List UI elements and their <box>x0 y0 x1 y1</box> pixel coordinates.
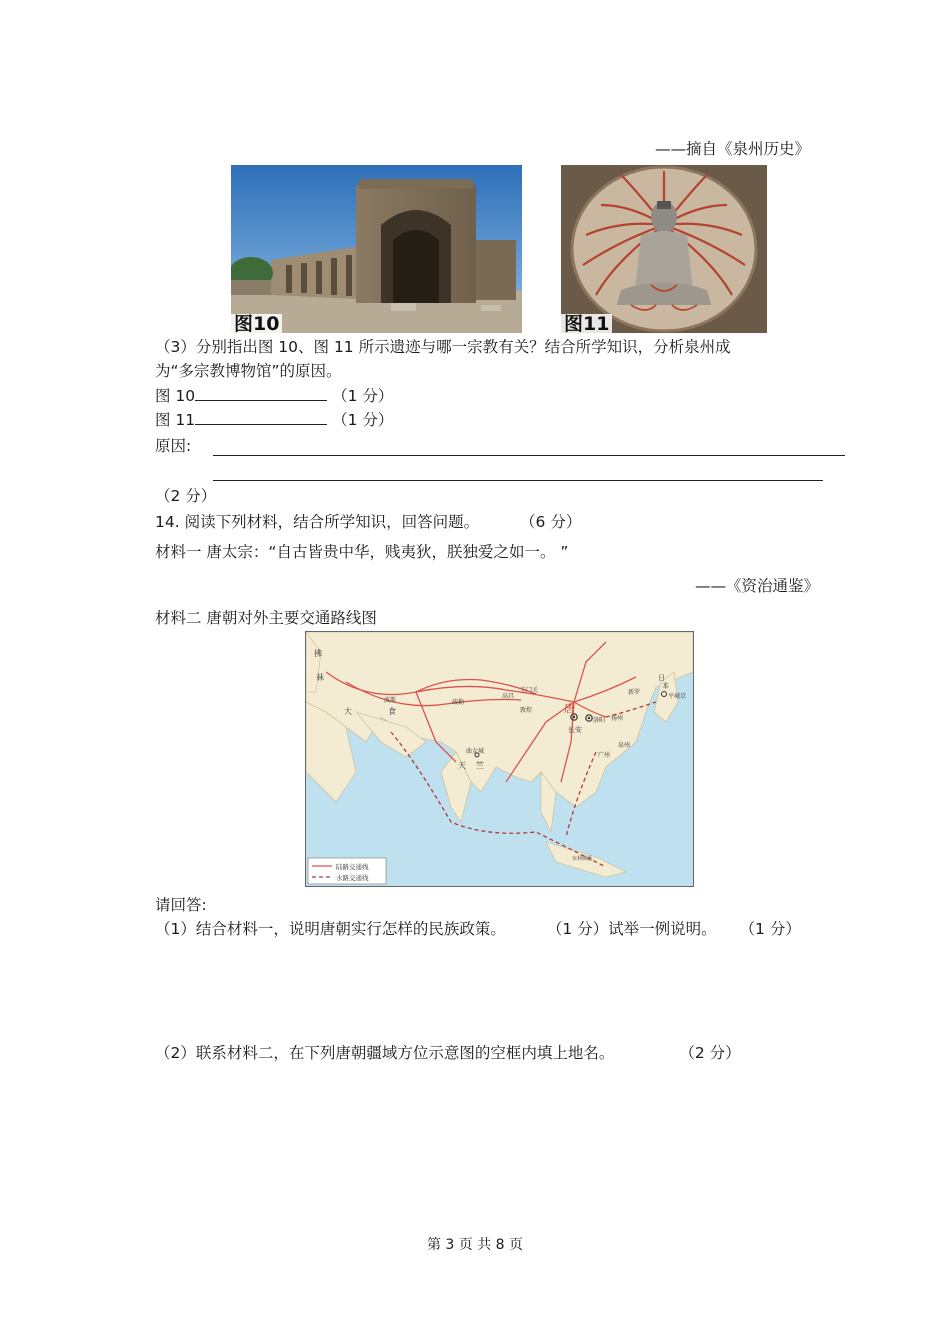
q14-sub1-score-b: （1 分） <box>739 920 801 938</box>
q3-fig11-answer-blank[interactable] <box>195 410 327 425</box>
page-footer: 第 3 页 共 8 页 <box>426 1237 524 1253</box>
map-label-gaochang: 高昌 <box>502 693 515 700</box>
map-label-pingchengjing: 平城京 <box>668 693 687 700</box>
map-label-fulin-2: 菻 <box>316 673 324 682</box>
mosque-illustration <box>231 165 522 333</box>
map-label-nanhai: 室利佛逝 <box>572 856 593 862</box>
q14-sub1 <box>155 919 801 939</box>
q14-prompt: 请回答: <box>155 896 207 914</box>
q14-sub1-text: （1）结合材料一，说明唐朝实行怎样的民族政策。 <box>155 920 506 938</box>
q14-sub1-score-a: （1 分）试举一例说明。 <box>546 920 717 938</box>
map-label-yangzhou: 扬州 <box>611 715 624 722</box>
map-label-tianzhu-2: 竺 <box>476 761 484 770</box>
source-citation: ——摘自《泉州历史》 <box>655 140 811 158</box>
map-label-guangzhou: 广州 <box>598 752 611 759</box>
q3-fig10-score: （1 分） <box>332 387 394 405</box>
q3-fig10-prefix: 图 10 <box>155 387 196 405</box>
map-label-quanzhou: 泉州 <box>618 742 631 749</box>
tang-routes-map <box>305 631 694 887</box>
q3-reason-label: 原因: <box>155 437 192 455</box>
map-label-qunusheng: 曲女城 <box>466 748 485 755</box>
map-svg <box>306 632 693 886</box>
figure-11-photo <box>561 165 767 333</box>
map-label-dashi-2: 食 <box>388 707 396 716</box>
q14-material-1-source: ——《资治通鉴》 <box>695 577 820 595</box>
q14-sub1-answer-space[interactable] <box>155 945 835 1035</box>
map-label-tianzhu-1: 天 <box>458 761 466 770</box>
map-label-dunhuang: 敦煌 <box>520 707 533 714</box>
map-legend <box>308 858 386 884</box>
q14-sub2 <box>155 1043 741 1063</box>
map-label-riben-2: 本 <box>662 682 669 690</box>
q3-fig10-answer-blank[interactable] <box>195 386 327 401</box>
map-label-tang: 唐 <box>564 702 575 715</box>
q14-material-2: 材料二 唐朝对外主要交通路线图 <box>155 609 377 627</box>
q14-heading <box>155 512 581 532</box>
map-label-fulin-1: 拂 <box>314 649 322 658</box>
map-label-xinluo: 新罗 <box>628 689 641 696</box>
q14-material-1: 材料一 唐太宗：“自古皆贵中华，贱夷狄，朕独爱之如一。 ” <box>155 543 569 561</box>
q3-line-2: 为“多宗教博物馆”的原因。 <box>155 362 342 380</box>
q3-reason-line-1[interactable] <box>213 455 845 456</box>
map-label-luoyang: 洛阳 <box>593 717 606 724</box>
q3-reason-line-2[interactable] <box>213 480 823 481</box>
map-label-bosi: 波斯 <box>384 697 397 704</box>
map-label-yumenguan: 玉门关 <box>520 687 539 694</box>
q3-fig11-prefix: 图 11 <box>155 411 196 429</box>
map-label-shule: 疏勒 <box>452 699 465 706</box>
q3-line-1: （3）分别指出图 10、图 11 所示遗迹与哪一宗教有关？结合所学知识，分析泉州成 <box>155 338 731 356</box>
figure-10-photo <box>231 165 522 333</box>
relief-illustration <box>561 165 767 333</box>
q3-reason-score: （2 分） <box>155 487 217 505</box>
q3-fig10-answer-row <box>155 386 393 406</box>
q3-fig11-score: （1 分） <box>332 411 394 429</box>
q14-heading-score: （6 分） <box>520 513 582 531</box>
map-label-changan: 长安 <box>568 726 582 734</box>
map-label-dashi: 大 <box>344 707 352 716</box>
map-legend-sea: 水路交通线 <box>336 874 369 882</box>
q14-sub2-text: （2）联系材料二，在下列唐朝疆域方位示意图的空框内填上地名。 <box>155 1044 615 1062</box>
q3-fig11-answer-row <box>155 410 393 430</box>
q14-sub2-score: （2 分） <box>679 1044 741 1062</box>
figure-10-label: 图10 <box>231 314 282 334</box>
q14-heading-text: 14. 阅读下列材料，结合所学知识，回答问题。 <box>155 513 480 531</box>
map-label-riben-1: 日 <box>658 674 665 682</box>
map-legend-land: 陆路交通线 <box>336 863 369 871</box>
figure-11-label: 图11 <box>561 314 612 334</box>
